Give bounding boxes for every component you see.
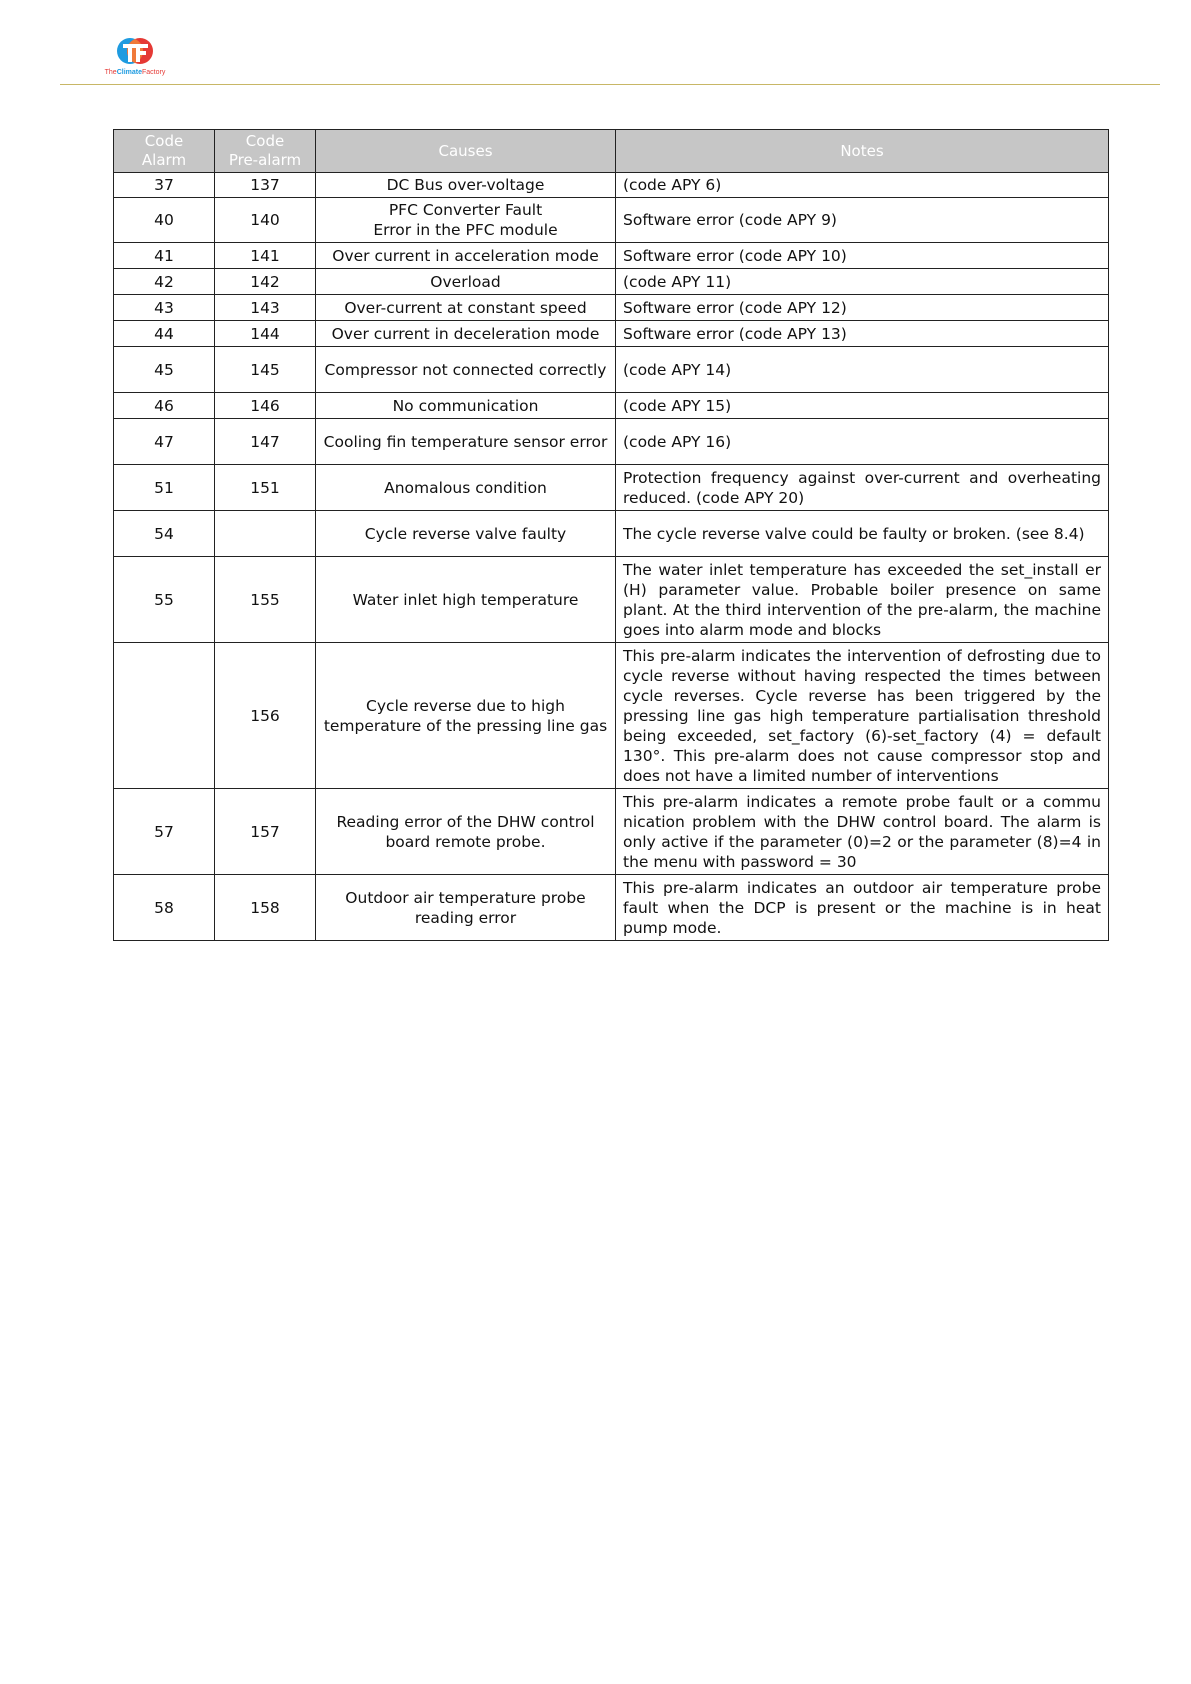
- table-row: [114, 269, 1109, 295]
- alarm-codes-table: [113, 129, 1109, 941]
- cell-causes: Water inlet high temperature: [316, 557, 616, 643]
- cell-notes: The cycle reverse valve could be faulty or broken. (see 8.4): [616, 511, 1109, 557]
- cell-prealarm: 146: [215, 393, 316, 419]
- cell-notes: This pre-alarm indicates the intervention of defrosting due to cycle reverse without having respected the times between cycle reverses. Cycle reverse has been triggered by the pressing line gas high temperature partialisation threshold being exceeded, set_factory (6)-set_factory (4) = default 130°. This pre-alarm does not cause compressor stop and does not have a limited number of interventions: [616, 643, 1109, 789]
- cell-alarm: 37: [114, 173, 215, 198]
- cell-prealarm: [215, 511, 316, 557]
- cell-alarm: 54: [114, 511, 215, 557]
- cell-causes: Reading error of the DHW control board remote probe.: [316, 789, 616, 875]
- cell-causes: Over current in acceleration mode: [316, 243, 616, 269]
- table-row: [114, 295, 1109, 321]
- cell-notes: Protection frequency against over-current and overheating reduced. (code APY 20): [616, 465, 1109, 511]
- cell-alarm: 44: [114, 321, 215, 347]
- cell-causes: PFC Converter Fault Error in the PFC module: [316, 198, 616, 243]
- table-row: [114, 557, 1109, 643]
- table-row: [114, 198, 1109, 243]
- cell-causes: Cycle reverse valve faulty: [316, 511, 616, 557]
- cell-alarm: 57: [114, 789, 215, 875]
- logo-mark-icon: [115, 34, 155, 68]
- cell-notes: Software error (code APY 12): [616, 295, 1109, 321]
- cell-causes: No communication: [316, 393, 616, 419]
- cell-causes: Over current in deceleration mode: [316, 321, 616, 347]
- header-code-alarm: Code Alarm: [114, 130, 215, 173]
- cell-alarm: [114, 643, 215, 789]
- cell-notes: (code APY 15): [616, 393, 1109, 419]
- cell-prealarm: 143: [215, 295, 316, 321]
- cell-prealarm: 144: [215, 321, 316, 347]
- cell-notes: (code APY 16): [616, 419, 1109, 465]
- cell-alarm: 51: [114, 465, 215, 511]
- cell-alarm: 47: [114, 419, 215, 465]
- table-row: [114, 643, 1109, 789]
- cell-alarm: 40: [114, 198, 215, 243]
- cell-notes: The water inlet temperature has exceeded the set_install er (H) parameter value. Probable boiler presence on same plant. At the third intervention of the pre-alarm, the machine goes into alarm mode and blocks: [616, 557, 1109, 643]
- table-row: [114, 393, 1109, 419]
- brand-part-the: The: [104, 69, 117, 76]
- cell-causes: Compressor not connected correctly: [316, 347, 616, 393]
- cell-notes: This pre-alarm indicates a remote probe fault or a commu nication problem with the DHW control board. The alarm is only active if the parameter (0)=2 or the parameter (8)=4 in the menu with password = 30: [616, 789, 1109, 875]
- cell-causes: Overload: [316, 269, 616, 295]
- cell-prealarm: 142: [215, 269, 316, 295]
- cell-notes: Software error (code APY 9): [616, 198, 1109, 243]
- cell-notes: This pre-alarm indicates an outdoor air temperature probe fault when the DCP is present or the machine is in heat pump mode.: [616, 875, 1109, 941]
- table-row: [114, 875, 1109, 941]
- cell-causes: Anomalous condition: [316, 465, 616, 511]
- cell-prealarm: 137: [215, 173, 316, 198]
- cell-alarm: 42: [114, 269, 215, 295]
- table-header-row: [114, 130, 1109, 173]
- header-causes: Causes: [316, 130, 616, 173]
- table-row: [114, 347, 1109, 393]
- cell-alarm: 43: [114, 295, 215, 321]
- cell-notes: (code APY 14): [616, 347, 1109, 393]
- table-row: [114, 789, 1109, 875]
- cell-prealarm: 156: [215, 643, 316, 789]
- cell-alarm: 45: [114, 347, 215, 393]
- cell-prealarm: 145: [215, 347, 316, 393]
- cell-notes: (code APY 11): [616, 269, 1109, 295]
- table-row: [114, 321, 1109, 347]
- cell-prealarm: 141: [215, 243, 316, 269]
- cell-notes: Software error (code APY 10): [616, 243, 1109, 269]
- company-logo: [98, 34, 172, 80]
- table-row: [114, 511, 1109, 557]
- cell-alarm: 46: [114, 393, 215, 419]
- cell-causes: Cooling fin temperature sensor error: [316, 419, 616, 465]
- cell-prealarm: 158: [215, 875, 316, 941]
- cell-prealarm: 157: [215, 789, 316, 875]
- cell-prealarm: 140: [215, 198, 316, 243]
- cell-notes: Software error (code APY 13): [616, 321, 1109, 347]
- header-notes: Notes: [616, 130, 1109, 173]
- table-row: [114, 419, 1109, 465]
- cell-alarm: 58: [114, 875, 215, 941]
- cell-causes: DC Bus over-voltage: [316, 173, 616, 198]
- brand-name: [98, 69, 172, 77]
- cell-prealarm: 151: [215, 465, 316, 511]
- table-row: [114, 173, 1109, 198]
- brand-part-factory: Factory: [142, 69, 166, 76]
- cell-causes: Over-current at constant speed: [316, 295, 616, 321]
- table-row: [114, 465, 1109, 511]
- cell-alarm: 55: [114, 557, 215, 643]
- cell-causes: Cycle reverse due to high temperature of the pressing line gas: [316, 643, 616, 789]
- table-row: [114, 243, 1109, 269]
- cell-prealarm: 147: [215, 419, 316, 465]
- cell-causes: Outdoor air temperature probe reading error: [316, 875, 616, 941]
- cell-prealarm: 155: [215, 557, 316, 643]
- brand-part-climate: Climate: [116, 69, 142, 76]
- header-code-prealarm: Code Pre-alarm: [215, 130, 316, 173]
- header-divider: [60, 84, 1160, 85]
- cell-notes: (code APY 6): [616, 173, 1109, 198]
- cell-alarm: 41: [114, 243, 215, 269]
